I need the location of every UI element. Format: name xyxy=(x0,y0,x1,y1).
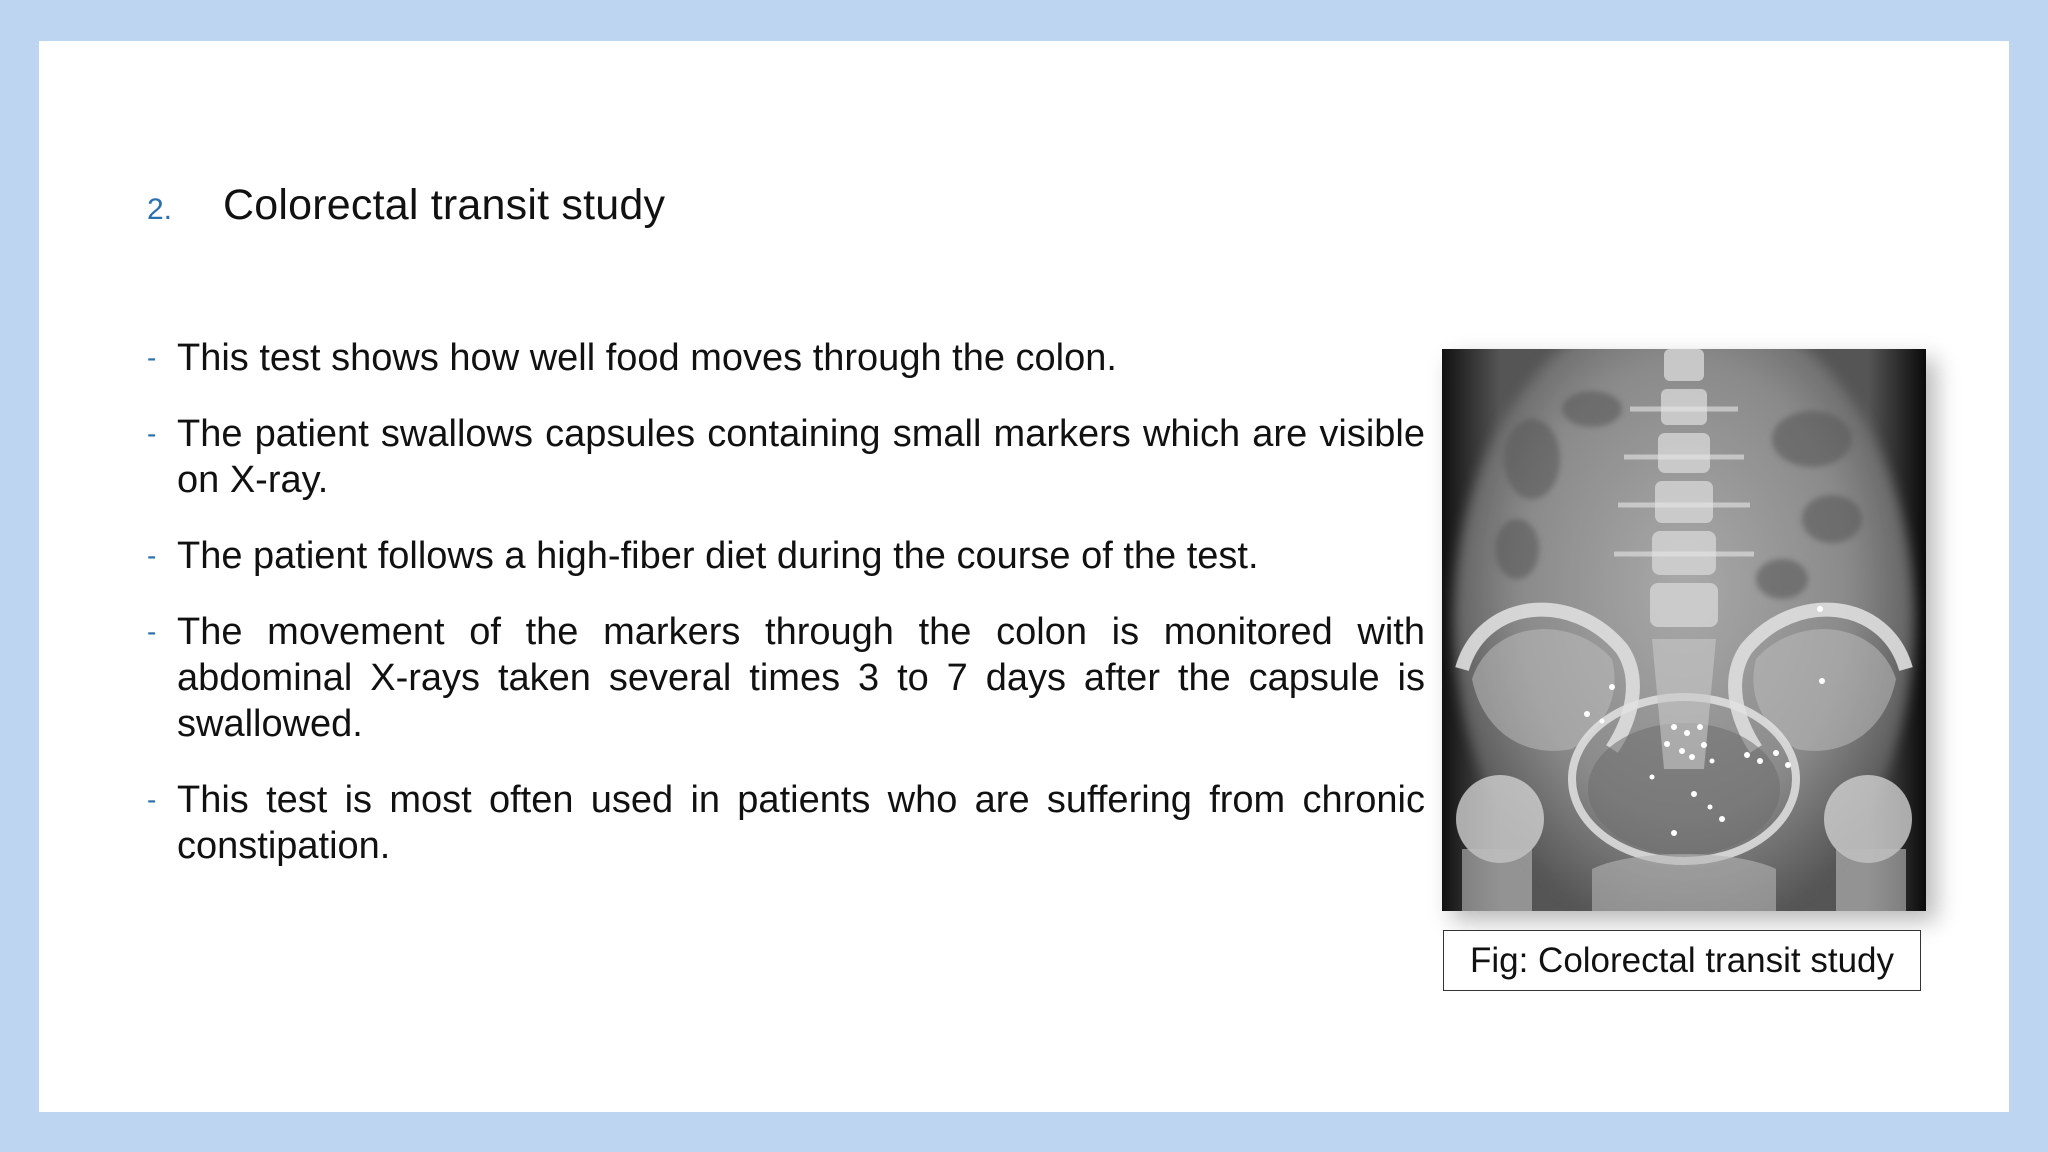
bullet-text: This test is most often used in patients who are suffering from chronic constipation. xyxy=(177,779,1425,867)
xray-figure-image xyxy=(1442,349,1926,911)
bullet-item xyxy=(147,609,1425,747)
figure-caption: Fig: Colorectal transit study xyxy=(1443,930,1921,991)
bullet-marker: - xyxy=(147,784,157,815)
bullet-text: The patient follows a high-fiber diet during the course of the test. xyxy=(177,535,1259,577)
bullet-item xyxy=(147,533,1425,579)
bullet-text: The patient swallows capsules containing small markers which are visible on X-ray. xyxy=(177,413,1425,501)
bullet-marker: - xyxy=(147,342,157,373)
bullet-marker: - xyxy=(147,540,157,571)
slide xyxy=(39,41,2009,1112)
heading-number: 2. xyxy=(147,193,173,226)
bullet-marker: - xyxy=(147,418,157,449)
bullet-item xyxy=(147,335,1425,381)
bullet-marker: - xyxy=(147,616,157,647)
bullet-item xyxy=(147,411,1425,503)
bullet-text: This test shows how well food moves through the colon. xyxy=(177,337,1117,379)
bullet-text: The movement of the markers through the colon is monitored with abdominal X-rays taken several times 3 to 7 days after the capsule is swallowed. xyxy=(177,611,1425,745)
bullet-list xyxy=(147,335,1425,899)
abdominal-xray-illustration xyxy=(1442,349,1926,911)
heading-title: Colorectal transit study xyxy=(223,181,666,229)
slide-heading xyxy=(147,181,665,241)
bullet-item xyxy=(147,777,1425,869)
